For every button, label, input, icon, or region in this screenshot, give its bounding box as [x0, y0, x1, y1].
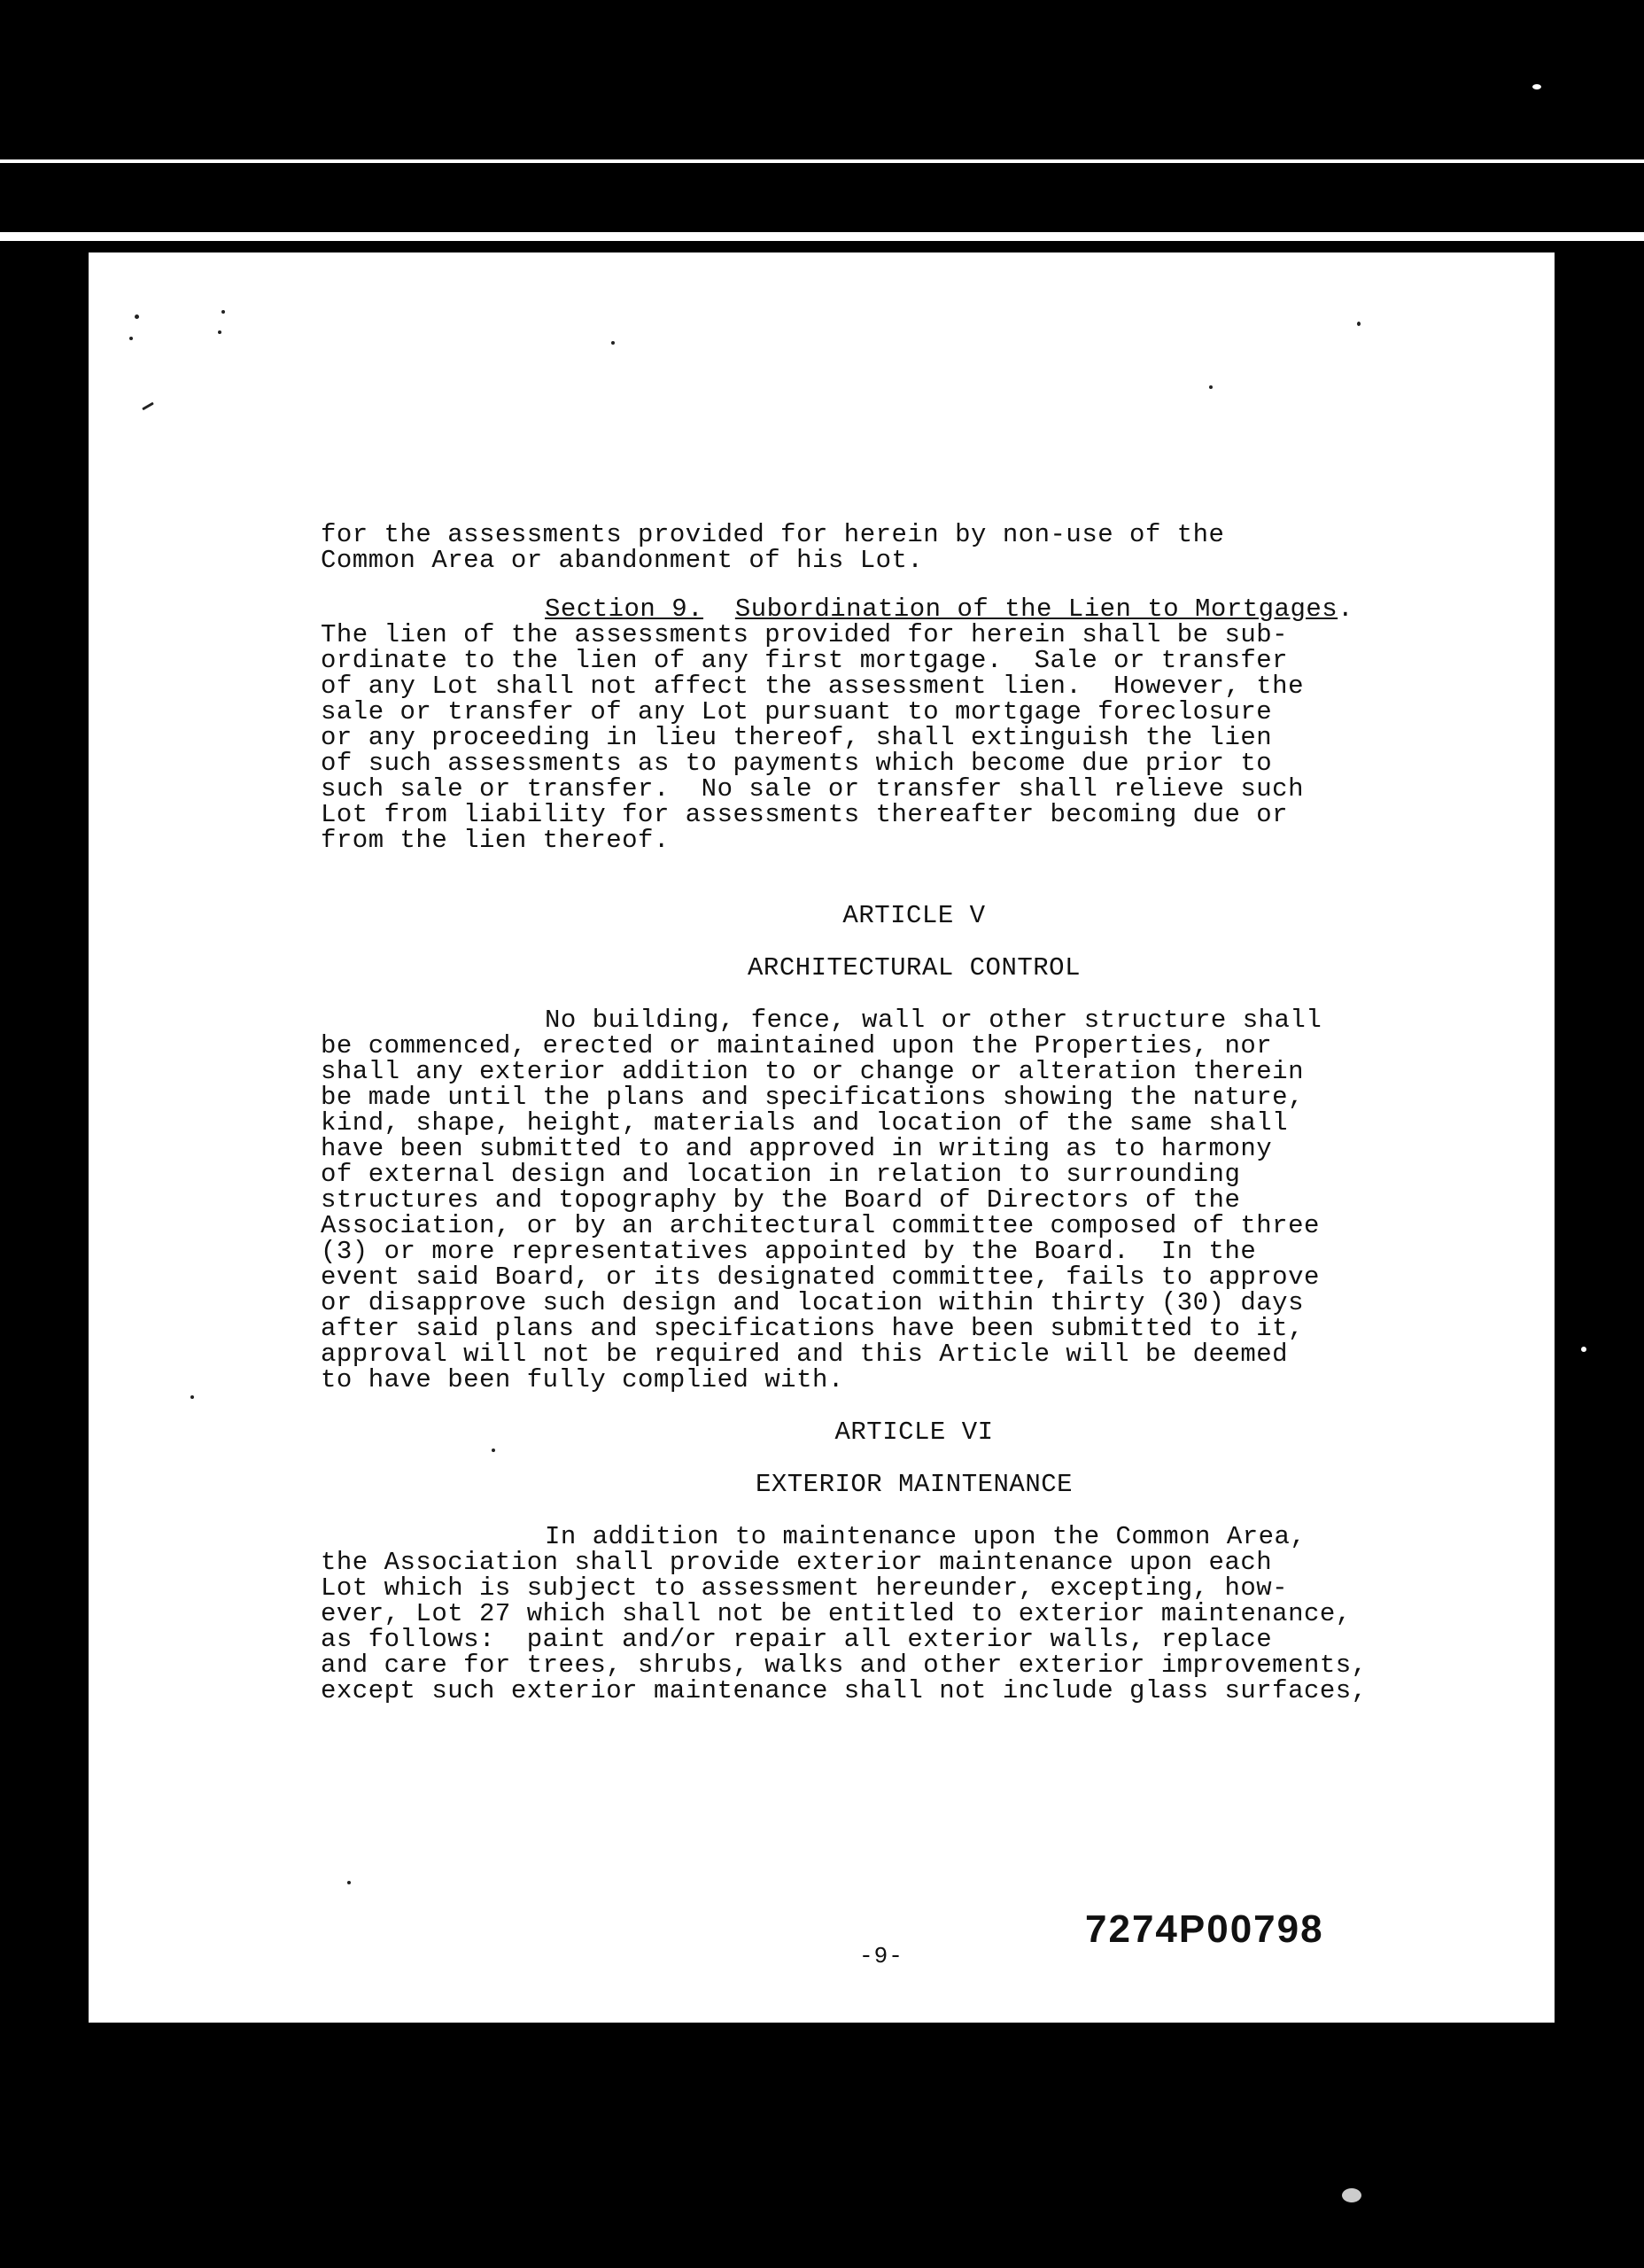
article-5-body — [321, 1007, 1508, 1393]
document-body — [321, 522, 1508, 1704]
text-line: be commenced, erected or maintained upon the Properties, nor — [321, 1031, 1273, 1060]
text-line: kind, shape, height, materials and location of the same shall — [321, 1108, 1289, 1138]
article-subheading: ARCHITECTURAL CONTROL — [748, 953, 1081, 983]
speck — [1357, 322, 1361, 326]
text-line: (3) or more representatives appointed by the Board. In the — [321, 1237, 1257, 1266]
text-line: event said Board, or its designated committee, fails to approve — [321, 1262, 1320, 1292]
speck — [611, 341, 615, 345]
speck — [1209, 385, 1213, 389]
text-line: The lien of the assessments provided for herein shall be sub- — [321, 620, 1289, 649]
text-line: or disapprove such design and location within thirty (30) days — [321, 1288, 1304, 1317]
section-9 — [321, 596, 1508, 853]
text-line: sale or transfer of any Lot pursuant to mortgage foreclosure — [321, 697, 1273, 726]
scan-top-line — [0, 159, 1644, 163]
page-number: -9- — [859, 1943, 903, 1969]
text-line: be made until the plans and specifications showing the nature, — [321, 1083, 1304, 1112]
text-line: of such assessments as to payments which become due prior to — [321, 749, 1273, 778]
article-subheading: EXTERIOR MAINTENANCE — [755, 1470, 1074, 1499]
text-line: and care for trees, shrubs, walks and other exterior improvements, — [321, 1651, 1368, 1680]
scan-band — [0, 232, 1644, 241]
section-label: Section 9. — [545, 594, 704, 624]
text-line: approval will not be required and this Article will be deemed — [321, 1340, 1289, 1369]
article-heading: ARTICLE VI — [834, 1418, 994, 1447]
text-line: ever, Lot 27 which shall not be entitled to exterior maintenance, — [321, 1599, 1352, 1628]
document-code: 7274P00798 — [1085, 1907, 1324, 1951]
section-title-end: . — [1338, 594, 1354, 624]
text-line: for the assessments provided for herein by non-use of the — [321, 520, 1225, 549]
text-line: after said plans and specifications have been submitted to it, — [321, 1314, 1304, 1343]
text-line: as follows: paint and/or repair all exterior walls, replace — [321, 1625, 1273, 1654]
text-line: of any Lot shall not affect the assessment lien. However, the — [321, 672, 1304, 701]
text-line: of external design and location in relation to surrounding — [321, 1160, 1241, 1189]
section-title: Subordination of the Lien to Mortgages — [734, 594, 1338, 624]
speck — [1532, 84, 1541, 89]
speck — [221, 310, 225, 314]
speck — [135, 315, 139, 319]
text-line: ordinate to the lien of any first mortgage. Sale or transfer — [321, 646, 1289, 675]
text-line: shall any exterior addition to or change or alteration therein — [321, 1057, 1304, 1086]
text-line: such sale or transfer. No sale or transfer shall relieve such — [321, 774, 1304, 804]
text-line: Lot which is subject to assessment hereunder, excepting, how- — [321, 1573, 1289, 1603]
article-6-body — [321, 1524, 1508, 1704]
text-line: to have been fully complied with. — [321, 1365, 844, 1394]
text-line: have been submitted to and approved in writing as to harmony — [321, 1134, 1273, 1163]
speck — [347, 1881, 351, 1884]
text-line: from the lien thereof. — [321, 826, 670, 855]
text-line: No building, fence, wall or other structure shall — [545, 1006, 1322, 1035]
speck — [218, 330, 221, 334]
speck — [190, 1395, 194, 1399]
speck — [1342, 2188, 1361, 2202]
text-line: except such exterior maintenance shall not include glass surfaces, — [321, 1676, 1368, 1705]
text-line: In addition to maintenance upon the Common Area, — [545, 1522, 1307, 1551]
section-heading — [321, 596, 1508, 622]
text-line: Common Area or abandonment of his Lot. — [321, 546, 924, 575]
text-line: Association, or by an architectural committee composed of three — [321, 1211, 1320, 1240]
document-page — [89, 252, 1555, 2023]
speck — [129, 337, 133, 340]
speck — [142, 402, 154, 411]
paragraph-intro — [321, 522, 1508, 573]
text-line: Lot from liability for assessments thereafter becoming due or — [321, 800, 1289, 829]
speck — [1581, 1347, 1586, 1352]
article-heading: ARTICLE V — [842, 901, 986, 930]
text-line: the Association shall provide exterior maintenance upon each — [321, 1548, 1273, 1577]
text-line: or any proceeding in lieu thereof, shall extinguish the lien — [321, 723, 1273, 752]
text-line: structures and topography by the Board of Directors of the — [321, 1185, 1241, 1215]
